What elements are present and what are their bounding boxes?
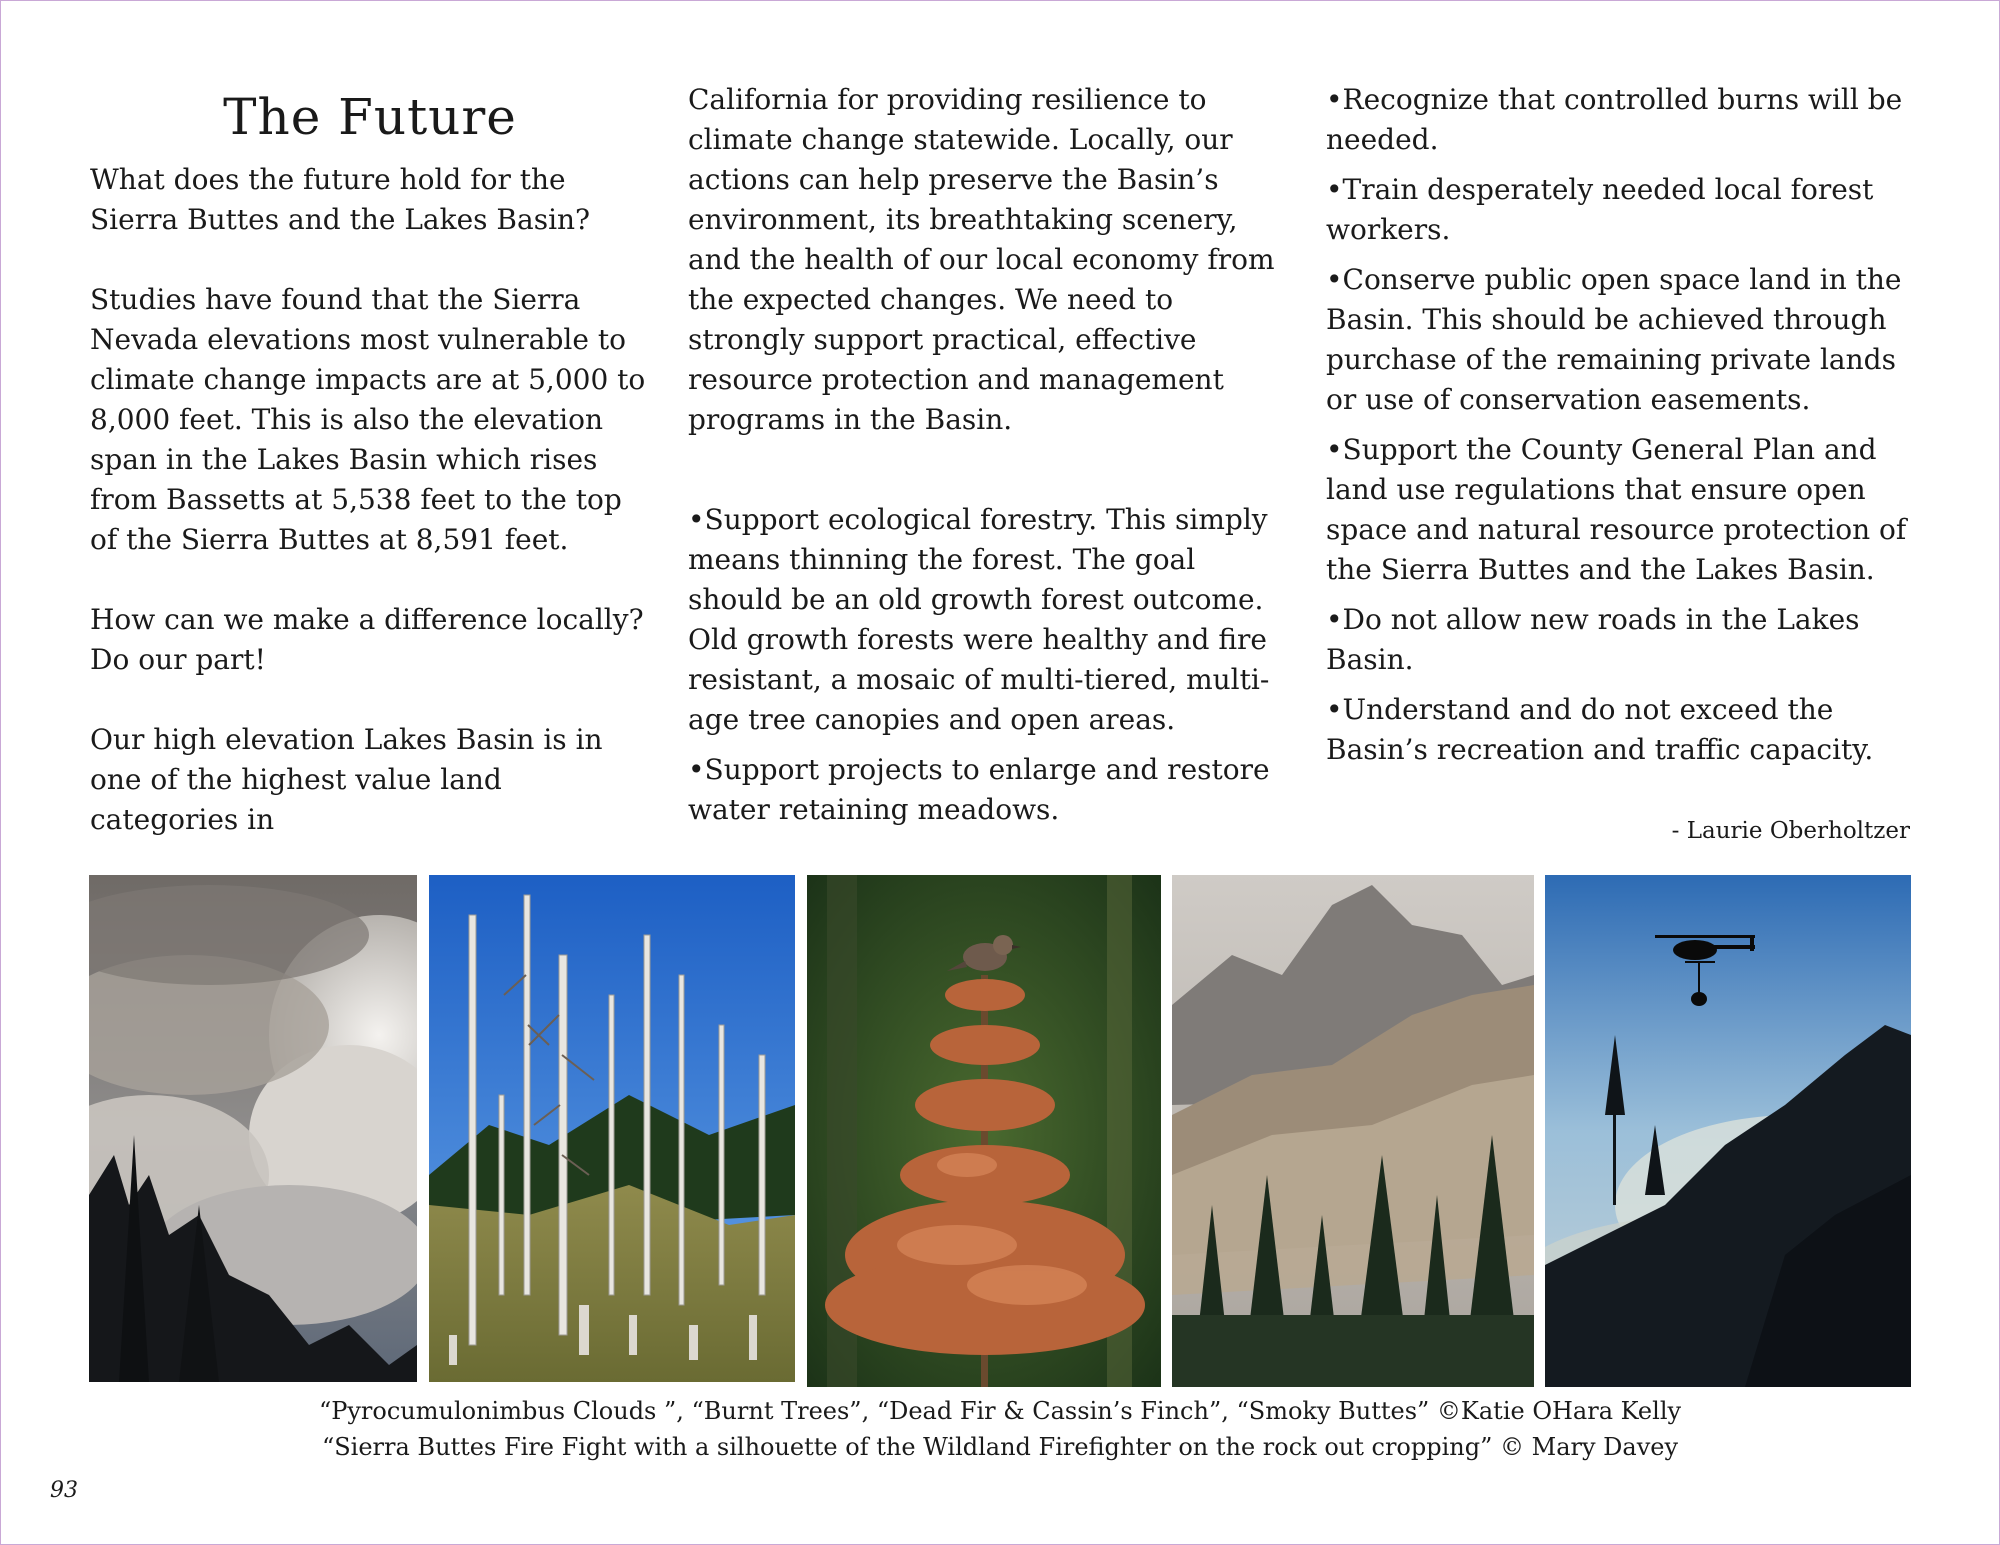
page-number: 93 xyxy=(50,1478,78,1503)
clouds-image xyxy=(89,875,417,1382)
paragraph-question: What does the future hold for the Sierra Buttes and the Lakes Basin? xyxy=(90,163,591,236)
photo-burnt-trees xyxy=(429,875,795,1382)
burnt-trees-image xyxy=(429,875,795,1382)
bullet-controlled-burns xyxy=(1326,80,1926,160)
column-1 xyxy=(90,80,650,840)
bullet-dot: • xyxy=(1326,693,1343,726)
bullet-text: Support projects to enlarge and restore water retaining meadows. xyxy=(688,753,1270,826)
bullet-meadows xyxy=(688,750,1288,830)
page-title: The Future xyxy=(223,88,517,146)
bullet-dot: • xyxy=(688,503,705,536)
photo-strip xyxy=(89,875,1911,1387)
bullet-capacity xyxy=(1326,690,1926,770)
photo-pyrocumulonimbus-clouds xyxy=(89,875,417,1382)
bullet-text: Understand and do not exceed the Basin’s recreation and traffic capacity. xyxy=(1326,693,1874,766)
column-2 xyxy=(688,80,1288,840)
bullet-text: Do not allow new roads in the Lakes Basin. xyxy=(1326,603,1860,676)
bullet-no-new-roads xyxy=(1326,600,1926,680)
bullet-dot: • xyxy=(1326,173,1343,206)
fire-fight-image xyxy=(1545,875,1911,1387)
bullet-text: Support the County General Plan and land use regulations that ensure open space and natural resource protection of the Sierra Buttes and the Lakes Basin. xyxy=(1326,433,1907,586)
photo-smoky-buttes xyxy=(1172,875,1534,1387)
photo-captions xyxy=(0,1393,2000,1465)
photo-sierra-buttes-fire-fight xyxy=(1545,875,1911,1387)
bullet-forest-workers xyxy=(1326,170,1926,250)
photo-dead-fir-cassins-finch xyxy=(807,875,1161,1387)
bullet-dot: • xyxy=(1326,263,1343,296)
bullet-text: Conserve public open space land in the Basin. This should be achieved through purchase of the remaining private lands or use of conservation easements. xyxy=(1326,263,1902,416)
bullet-text: Support ecological forestry. This simply means thinning the forest. The goal should be an old growth forest outcome. Old growth forests were healthy and fire resistant, a mosaic of multi-tiered, multi-age tree canopies and open areas. xyxy=(688,503,1270,736)
bullet-general-plan xyxy=(1326,430,1926,590)
author-signature: - Laurie Oberholtzer xyxy=(1671,818,1910,844)
column-3 xyxy=(1326,80,1926,780)
caption-line-1: “Pyrocumulonimbus Clouds ”, “Burnt Trees”, “Dead Fir & Cassin’s Finch”, “Smoky Buttes” ©Katie OHara Kelly xyxy=(318,1397,1682,1425)
caption-line-2: “Sierra Buttes Fire Fight with a silhouette of the Wildland Firefighter on the rock out cropping” © Mary Davey xyxy=(321,1433,1679,1461)
bullet-text: Recognize that controlled burns will be needed. xyxy=(1326,83,1903,156)
paragraph-difference: How can we make a difference locally? Do our part! xyxy=(90,603,644,676)
bullet-dot: • xyxy=(1326,603,1343,636)
dead-fir-image xyxy=(807,875,1161,1387)
bullet-ecological-forestry xyxy=(688,500,1288,740)
bullet-open-space xyxy=(1326,260,1926,420)
bullet-dot: • xyxy=(688,753,705,786)
bullet-dot: • xyxy=(1326,83,1343,116)
smoky-buttes-image xyxy=(1172,875,1534,1387)
bullet-dot: • xyxy=(1326,433,1343,466)
paragraph-california: California for providing resilience to climate change statewide. Locally, our actions can help preserve the Basin’s environment, its breathtaking scenery, and the health of our local economy from the expected changes. We need to strongly support practical, effective resource protection and management programs in the Basin. xyxy=(688,83,1275,436)
paragraph-studies: Studies have found that the Sierra Nevada elevations most vulnerable to climate change impacts are at 5,000 to 8,000 feet. This is also the elevation span in the Lakes Basin which rises from Bassetts at 5,538 feet to the top of the Sierra Buttes at 8,591 feet. xyxy=(90,283,646,556)
bullet-text: Train desperately needed local forest workers. xyxy=(1326,173,1874,246)
paragraph-high-elevation: Our high elevation Lakes Basin is in one of the highest value land categories in xyxy=(90,723,603,836)
